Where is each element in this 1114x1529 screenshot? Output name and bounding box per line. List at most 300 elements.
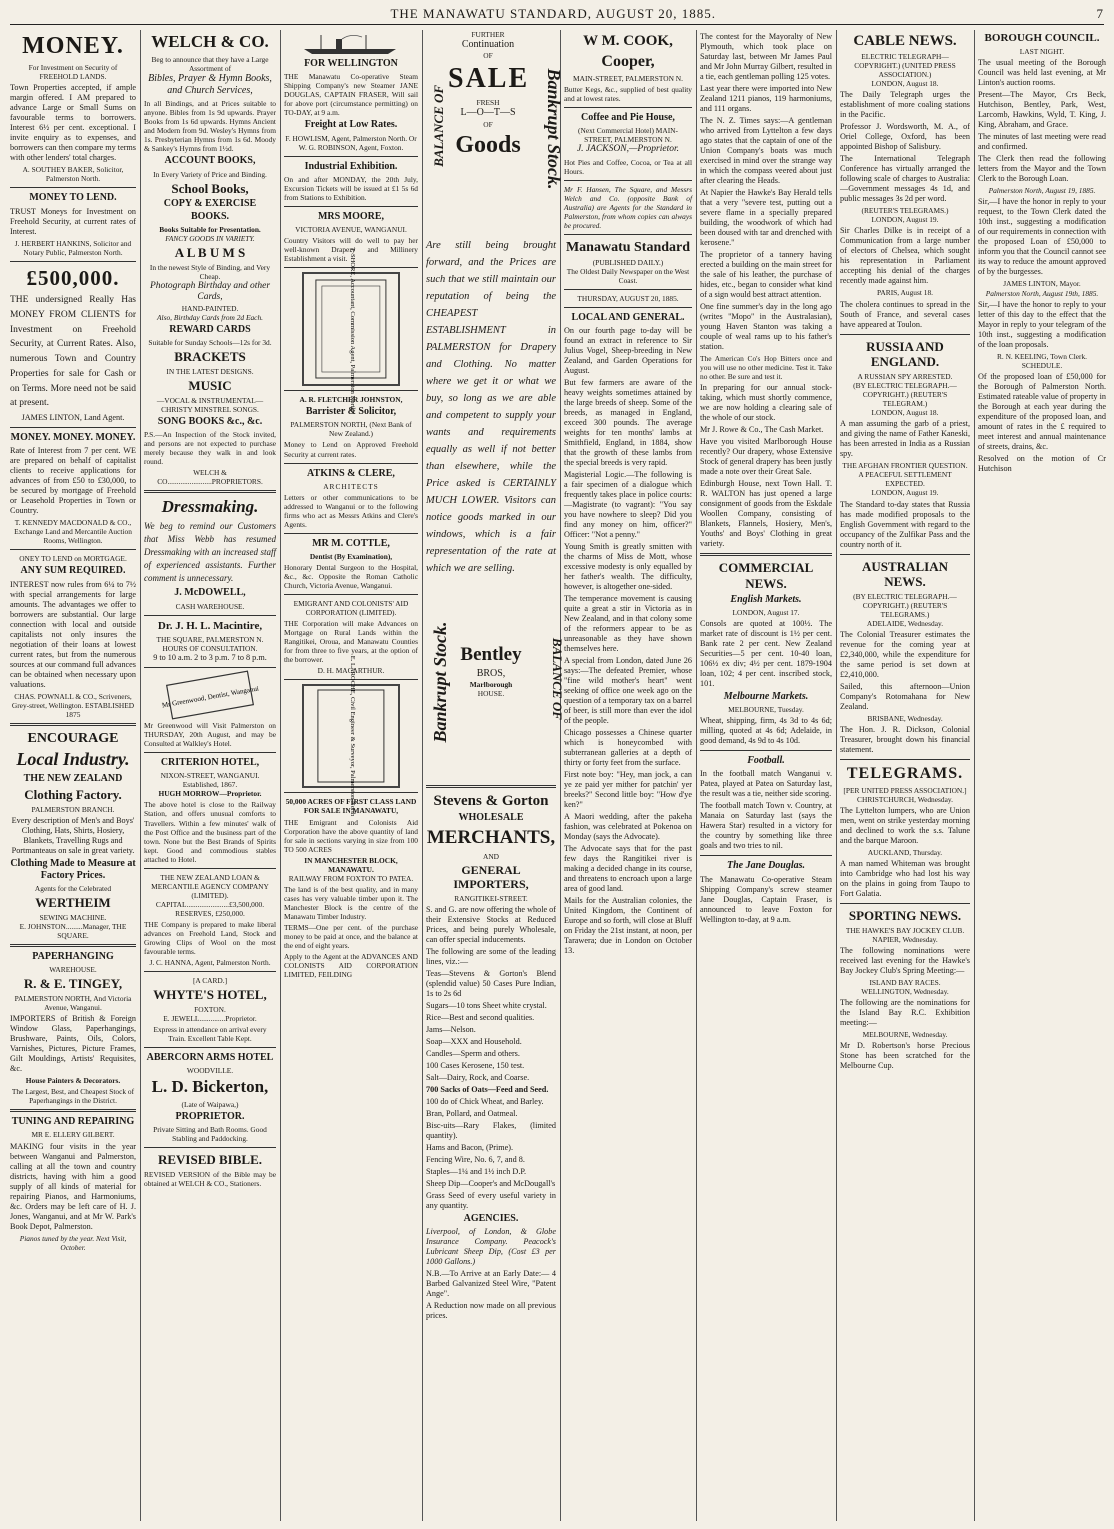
- afghan-title: THE AFGHAN FRONTIER QUESTION.: [842, 461, 968, 471]
- schedule-body: Of the proposed loan of £50,000 for the Borough of Palmerston North. Estimated rateable value of property in the Borough at each year during the expenditure of the proposed loan, and amount of rates in the £ required to meet interest and annual maintenance of streets, drains, &c.: [978, 371, 1106, 451]
- ad-revised-body: REVISED VERSION of the Bible may be obtained at WELCH & CO., Stationers.: [144, 1170, 276, 1189]
- ad-freight: Freight at Low Rates.: [304, 119, 398, 131]
- ad-clothing-title: Clothing Made to Measure at Factory Prices.: [10, 857, 136, 881]
- ad-hanna: J. C. HANNA, Agent, Palmerston North.: [149, 957, 271, 967]
- ib-body: The following are the nominations for the Island Bay R.C. Exhibition meeting:—: [840, 997, 970, 1027]
- hawkes-title: THE HAWKE'S BAY JOCKEY CLUB.: [845, 925, 965, 935]
- cable-cholera: The cholera continues to spread in the South of France, and several cases have appeared at Toulon.: [840, 299, 970, 329]
- ad-reduction: A Reduction now made on all previous prices.: [426, 1301, 556, 1321]
- ad-money3-body: Rate of Interest from 7 per cent. WE are prepared on behalf of capitalist clients to receive applications for advances of from £50 to £30,000, to be secured by mortgage of Freehold or Leasehold Properties in Town or Country.: [10, 446, 136, 516]
- melb-body: Wheat, shipping, firm, 4s 3d to 4s 6d; milling, quoted at 4s 6d; Adelaide, in good demand, 4s 9d to 4s 10d.: [700, 716, 832, 746]
- article-4: Young Smith is greatly smitten with the charms of Miss de Mott, whose excessive modesty is only equalled by her father's wealth. The difficulty, however, is altogether one-sided.: [564, 542, 692, 592]
- standard-says: The Standard to-day states that Russia has made modified proposals to the English Government with regard to the occupancy of the Zulfikar Pass and the country north of it.: [840, 499, 970, 549]
- cable-woodworth: Professor J. Wordsworth, M. A., of Oriel College, Oxford, has been appointed Bishop of Salisbury.: [840, 122, 970, 152]
- article-10: The Advocate says that for the past few days the Rangitikei river is making a decided change in its course, and threatens to encroach upon a large area of good land.: [564, 844, 692, 894]
- cable-dilke: Sir Charles Dilke is in receipt of a Communication from a large number of electors of Chelsea, which sought his representation in Parliament accepting his denial of the charges recently made against him.: [840, 226, 970, 286]
- ad-cottle: MR M. COTTLE,: [312, 537, 390, 549]
- ad-bick-body: Private Sitting and Bath Rooms. Good Stabling and Paddocking.: [153, 1125, 267, 1144]
- ad-welch-title: WELCH & CO.: [151, 32, 269, 51]
- ad-fresh: FRESH: [476, 98, 500, 108]
- ad-general: GENERAL IMPORTERS,: [453, 862, 529, 892]
- letter-keeling: R. N. KEELING, Town Clerk.: [996, 351, 1088, 361]
- wellington-date: WELLINGTON, Wednesday.: [861, 986, 949, 996]
- masthead-title: THE MANAWATU STANDARD, AUGUST 20, 1885.: [390, 6, 717, 21]
- borough-present: Present—The Mayor, Crs Beck, Hutchison, Bentley, Park, West, Larcomb, Hawkins, Wyld, T. King, J. King, Abraham, and Grace.: [978, 90, 1106, 130]
- ad-any-title: ANY SUM REQUIRED.: [20, 565, 126, 577]
- ad-barrister: Barrister & Solicitor,: [305, 406, 397, 418]
- ad-music-sub: —VOCAL & INSTRUMENTAL— CHRISTY MINSTREL SONGS.: [156, 395, 264, 415]
- ad-cook: W M. COOK,: [583, 33, 673, 49]
- ad-stevens-body: S. and G. are now offering the whole of their Extensive Stocks at Reduced Prices, and being purely Wholesale, can offer special inducements.: [426, 904, 556, 944]
- ad-tingey-foot: The Largest, Best, and Cheapest Stock of Paperhangings in the District.: [11, 1087, 135, 1106]
- article-3: Magisterial Logic.—The following is a fair specimen of a dialogue which frequently takes place in police courts:—Magistrate (to vagrant): "You say you have nowhere to sleep? Did you find any money on him, officer?" Officer: "Not a penny.": [564, 470, 692, 540]
- ad-reward: REWARD CARDS: [169, 324, 251, 336]
- ad-paper-title: PAPERHANGING: [32, 951, 114, 963]
- ad-nz-line1: THE NEW ZEALAND: [23, 772, 123, 784]
- ad-exhibition: Industrial Exhibition.: [304, 160, 398, 172]
- article-11: Mails for the Australian colonies, the United Kingdom, the Continent of Europe and so forth, will close at Bluff on Friday the 21st instant, at noon, per Tarawera; due in London on October 13.: [564, 896, 692, 956]
- ad-jewell: E. JEWELL..............Proprietor.: [163, 1013, 257, 1023]
- cable-date: LONDON, August 18.: [871, 79, 939, 89]
- ad-macintire-sub: THE SQUARE, PALMERSTON N.: [156, 635, 264, 645]
- ad-oats: 700 Sacks of Oats—Feed and Seed.: [426, 1084, 549, 1094]
- peaceful-title: A PEACEFUL SETTLEMENT EXPECTED.: [858, 470, 952, 489]
- ad-exh-body: On and after MONDAY, the 20th July, Excursion Tickets will be issued at £1 5s 6d from Stations to Exhibition.: [284, 174, 418, 202]
- ad-fencing: Fencing Wire, No. 6, 7, and 8.: [426, 1154, 525, 1164]
- ad-brackets-sub: IN THE LATEST DESIGNS.: [166, 367, 254, 377]
- ad-school: School Books,: [171, 180, 249, 196]
- article-5: The temperance movement is causing quite a great a stir in Victoria as in New Zealand, and in that colony some of the reformers appear to be as unreasonable as they have shown themselves here.: [564, 594, 692, 654]
- ad-feilding: Apply to the Agent at the ADVANCES AND COLONISTS AID CORPORATION LIMITED, FEILDING: [284, 951, 418, 979]
- ad-fletcher-sub: PALMERSTON NORTH, (Next Bank of New Zealand.): [290, 420, 412, 439]
- ad-bibles: Bibles, Prayer & Hymn Books, and Church Services,: [148, 72, 272, 96]
- article-times: The N. Z. Times says:—A gentleman who arrived from Lyttelton a few days ago states that the captain of one of the Union Company's boats was much exercised in mind over the strange way in which the compass veered about just after clearing the Heads.: [700, 116, 832, 185]
- ad-cook-body: Butter Kegs, &c., supplied of best quality and at lowest rates.: [564, 84, 692, 103]
- ad-tingey-body: IMPORTERS of British & Foreign Window Glass, Paperhangings, Brushware, Paints, Oils, Colors, Varnishes, Pictures, Picture Frames, Gilt Mouldings, Artists' Requisites, &c.: [10, 1014, 136, 1074]
- ad-emigrant: EMIGRANT AND COLONISTS' AID CORPORATION (LIMITED).: [293, 599, 409, 618]
- aus-sub: (BY ELECTRIC TELEGRAPH.—COPYRIGHT.) (REUTER'S TELEGRAMS.): [853, 592, 957, 620]
- ad-reserves: RESERVES, £250,000.: [175, 908, 245, 918]
- ad-macarthur: D. H. MACARTHUR.: [317, 666, 385, 676]
- ad-criterion: CRITERION HOTEL,: [160, 757, 260, 769]
- masthead: [10, 4, 1104, 25]
- ad-moore-body: Country Visitors will do well to pay her well-known Drapery and Millinery Establishment a visit.: [284, 236, 418, 264]
- melbourne-date: MELBOURNE, Wednesday.: [862, 1029, 948, 1039]
- ad-money-sub: For Investment on Security of FREEHOLD LANDS.: [28, 63, 118, 82]
- ad-any-body: INTEREST now rules from 6¼ to 7½ with special arrangements for large amounts. The advantages we offer to borrowers are substantial. Our large connection with local and outside capitalists not only insures the negotiation of their loans at lowest current rates, but from the numerous sources at our command full advances can be obtained when necessary upon valuations.: [10, 579, 136, 689]
- ad-bentley: Bentley: [460, 644, 522, 665]
- auckland-date: AUCKLAND, Thursday.: [867, 847, 943, 857]
- ad-block-body: The land is of the best quality, and in many cases has very valuable timber upon it. The Manchester Block is the centre of the Manawatu Timber Industry.: [284, 884, 418, 921]
- ad-of2: OF: [483, 119, 493, 129]
- ad-continuation: Continuation: [461, 39, 515, 51]
- ad-fw-title: FOR WELLINGTON: [304, 58, 398, 69]
- ad-warehouse: WAREHOUSE.: [49, 965, 97, 975]
- ad-big-title: £500,000.: [26, 265, 120, 290]
- ad-lend-title: MONEY TO LEND.: [29, 192, 117, 204]
- ad-block: IN MANCHESTER BLOCK, MANAWATU.: [304, 855, 398, 874]
- ad-stevens: Stevens & Gorton: [433, 793, 549, 809]
- article-1: On our fourth page to-day will be found an extract in reference to Sir Julius Vogel, Sheep-breeding in New Zealand, and Garden Operations for August.: [564, 326, 692, 376]
- ad-ps: P.S.—An Inspection of the Stock invited, and persons are not expected to purchase merely because they walk in and look round.: [144, 430, 276, 467]
- steamship-icon: [296, 33, 406, 55]
- article-7: Chicago possesses a Chinese quarter which is honeycombed with subterranean galleries at a depth of thirty or forty feet from the surface.: [564, 728, 692, 768]
- ad-lots: L—O—T—S: [460, 107, 516, 119]
- article-2: But few farmers are aware of the heavy weights sometimes attained by the large breeds of sheep. Some of the breeds, as managed in England, exceed 300 pounds. The average weights for ten months' lambs at Smithfield, England, in 1884, show that the growth of these lambs from the special breeds is very rapid.: [564, 378, 692, 468]
- ad-soap: Soap—XXX and Household.: [426, 1036, 522, 1046]
- ad-balance-right: BALANCE OF: [549, 637, 565, 720]
- ad-atkins: ATKINS & CLERE,: [307, 467, 395, 479]
- column-7: [840, 30, 970, 1521]
- ad-money-title: MONEY.: [22, 33, 124, 59]
- ad-atkins-body: Letters or other communications to be addressed to Wanganui or to the following firms who act as Messrs Atkins and Clere's Agents.: [284, 492, 418, 529]
- ad-cottle-body: Honorary Dental Surgeon to the Hospital, &c., &c. Opposite the Roman Catholic Church, Victoria Avenue, Wanganui.: [284, 563, 418, 591]
- ad-jams: Jams—Nelson.: [426, 1024, 476, 1034]
- article-9: A Maori wedding, after the pakeha fashion, was celebrated at Pokenoa on Monday (says the Advocate).: [564, 812, 692, 842]
- ad-welch-body: Beg to announce that they have a Large Assortment of: [151, 54, 269, 73]
- ad-macintire: Dr. J. H. L. Macintire,: [157, 619, 263, 632]
- ad-wholesale: WHOLESALE: [458, 812, 524, 824]
- ad-sale: SALE: [448, 63, 530, 95]
- ad-branch: PALMERSTON BRANCH.: [31, 804, 115, 814]
- aus-dickson: The Hon. J. R. Dickson, Colonial Treasurer, brought down his financial statement.: [840, 725, 970, 755]
- ad-dress: Dressmaking.: [161, 497, 259, 517]
- ad-jackson-body: Hot Pies and Coffee, Cocoa, or Tea at all Hours.: [564, 157, 692, 176]
- steamer-engraving: [284, 33, 418, 55]
- article-8: First note boy: "Hey, man jock, a can ye ze paid yer mither for patchin' yer breeks?" Second little boy: "How d'ye ken?": [564, 770, 692, 810]
- ad-house: HOUSE.: [477, 689, 505, 699]
- article-6: A special from London, dated June 26 says:—The defeated Premier, whose "fine wild mother's heart" went seeking of office one week ago on the question of a temporary tax on a barrel of beer, is still more than ever the idol of the people.: [564, 656, 692, 726]
- lon18: LONDON, August 18.: [871, 408, 939, 418]
- spy-body: A man assuming the garb of a priest, and giving the name of Father Kaneski, has been arrested in India as a Russian spy.: [840, 419, 970, 459]
- cable-body: The Daily Telegraph urges the establishment of more coaling stations in the Pacific.: [840, 90, 970, 120]
- ad-criterion-body: The above hotel is close to the Railway Station, and offers unusual comforts to Travellers. Within a few minutes' walk of the Post Office and the business part of the town. None but the Best Brands of Spirits kept. Good and commodious stables attached to Hotel.: [144, 800, 276, 864]
- ad-moore: MRS MOORE,: [317, 210, 385, 222]
- ad-brackets: BRACKETS: [174, 349, 246, 365]
- ad-goods: Goods: [455, 131, 521, 158]
- auck-body: A man named Whiteman was brought into Cambridge who had lost his way on the plains in going from Taupo to Fort Galatia.: [840, 859, 970, 898]
- lon19: LONDON, August 19.: [871, 215, 939, 225]
- section-melbourne-markets: Melbourne Markets.: [723, 691, 809, 703]
- letter-2: Sir,—I have the honor to reply to your letter of this day to the effect that the Mayor in reply to your telegram of the 10th inst., suggesting a modification of the loan proposals.: [978, 299, 1106, 349]
- melb-cup: Mr D. Robertson's horse Precious Stone has been scratched for the Melbourne Cup.: [840, 1041, 970, 1071]
- christchurch-date: CHRISTCHURCH, Wednesday.: [857, 794, 953, 804]
- borough-last: LAST NIGHT.: [1019, 47, 1065, 57]
- ad-account: ACCOUNT BOOKS,: [164, 155, 256, 167]
- column-rule: [696, 30, 697, 1521]
- article-vote: The contest for the Mayoralty of New Plymouth, which took place on Saturday last, between Mr James Paul and Mr John Murray Gilbert, resulted in a tie, each gentleman polling 125 votes.: [700, 32, 832, 81]
- ad-cook-sub: MAIN-STREET, PALMERSTON N.: [573, 73, 683, 83]
- borough-body: The usual meeting of the Borough Council was held last evening, at Mr Linton's auction rooms.: [978, 58, 1106, 88]
- page-mark: 7: [1096, 6, 1104, 21]
- ad-cooper: Cooper,: [601, 53, 655, 71]
- ad-abercorn: ABERCORN ARMS HOTEL: [146, 1052, 274, 1063]
- ad-hours: HOURS OF CONSULTATION.: [162, 644, 258, 654]
- ad-dress-body: We beg to remind our Customers that Miss Webb has resumed Dressmaking with an increased staff of experienced assistants. Further comment is unnecessary.: [144, 521, 276, 584]
- ad-moore-sub: VICTORIA AVENUE, WANGANUI.: [295, 225, 407, 235]
- ad-candles: Candles—Sperm and others.: [426, 1048, 520, 1058]
- ad-bran: Bran, Pollard, and Oatmeal.: [426, 1108, 518, 1118]
- paper-oldest: The Oldest Daily Newspaper on the West Coast.: [566, 267, 690, 286]
- article-soldier: The American Co's Hop Bitters once and you will use no other medicine. Test it. Take no other. Be sure and test it.: [700, 354, 832, 382]
- ad-lend-sign: J. HERBERT HANKINS, Solicitor and Notary Public, Palmerston North.: [14, 238, 132, 257]
- adelaide-date: ADELAIDE, Wednesday.: [866, 619, 944, 629]
- ad-coffee: Coffee and Pie House,: [581, 111, 675, 123]
- ad-staples: Staples—1¼ and 1½ inch D.P.: [426, 1166, 527, 1176]
- ad-tingey-place: PALMERSTON NORTH, And Victoria Avenue, Wanganui.: [14, 994, 132, 1013]
- ad-photo: Photograph Birthday and other Cards,: [149, 280, 271, 303]
- column-rule: [974, 30, 975, 1521]
- ad-hours-list: 9 to 10 a.m. 2 to 3 p.m. 7 to 8 p.m.: [153, 653, 267, 663]
- ad-revised: REVISED BIBLE.: [157, 1152, 263, 1168]
- schedule-title: SCHEDULE.: [1021, 360, 1063, 370]
- ad-fw-body: THE Manawatu Co-operative Steam Shipping Company's new Steamer JANE DOUGLAS, CAPTAIN FRASER, Will sail for above port (circumstance permitting) on TO-DAY, at 9 a.m.: [284, 72, 418, 118]
- article-napier: At Napier the Hawke's Bay Herald tells that a very "severe test, putting out a severe flame in a specially prepared building, the woodwork of which had been doused with tar and drenched with kerosene.": [700, 188, 832, 247]
- ad-agents: Agents for the Celebrated: [34, 884, 112, 894]
- lon19b: LONDON, August 19.: [871, 488, 939, 498]
- ad-house-painters: House Painters & Decorators.: [25, 1076, 121, 1086]
- foot-body2: The football match Town v. Country, at Manaia on Saturday last (says the Hawera Star) resulted in a victory for the country by something like three goals and two tries to nil.: [700, 801, 832, 851]
- article-marlborough: Have you visited Marlborough House recently? Our drapery, whose Extensive Stock of general drapery has been justly made a note over their Great Sale.: [700, 437, 832, 477]
- ad-lend-body: TRUST Moneys for Investment on Freehold Security, at current rates of Interest.: [10, 206, 136, 236]
- article-mrs: Mr J. Rowe & Co., The Cash Market.: [700, 425, 824, 435]
- reuters: (REUTER'S TELEGRAMS.): [861, 206, 949, 216]
- borough-clerk: The Clerk then read the following letters from the Mayor and the Town Clerk to the Borough Loan.: [978, 154, 1106, 184]
- ad-pianos: Pianos tuned by the year. Next Visit, October.: [19, 1233, 127, 1252]
- column-rule: [560, 30, 561, 1521]
- column-rule: [422, 30, 423, 1521]
- borough-motion: Resolved on the motion of Cr Hutchison: [978, 453, 1106, 473]
- ad-bentley-block: [426, 581, 565, 781]
- ad-balance-left: BALANCE OF: [431, 84, 447, 167]
- ad-kerosene: 100 Cases Kerosene, 150 test.: [426, 1060, 525, 1070]
- ad-song: SONG BOOKS &c., &c.: [157, 416, 263, 428]
- ad-marlborough: Marlborough: [469, 680, 513, 690]
- ad-copy: COPY & EXERCISE BOOKS.: [163, 198, 257, 222]
- letter-linton: JAMES LINTON, Mayor.: [1003, 279, 1081, 289]
- ad-sheep: Sheep Dip—Cooper's and McDougall's: [426, 1178, 556, 1188]
- ad-nzloan-body: THE Company is prepared to make liberal advances on Freehold Land, Stock and Growing Clips of Wool on the most favourable terms.: [144, 919, 276, 956]
- ad-dentist: Dentist (By Examination),: [309, 552, 393, 562]
- ad-salt: Salt—Dairy, Rock, and Coarse.: [426, 1072, 530, 1082]
- borough-minutes: The minutes of last meeting were read and confirmed.: [978, 132, 1106, 152]
- tel-sub: [PER UNITED PRESS ASSOCIATION.]: [843, 785, 967, 795]
- ad-jackson: J. JACKSON,—Proprietor.: [576, 144, 680, 155]
- paper-date: THURSDAY, AUGUST 20, 1885.: [577, 294, 679, 304]
- column-3: [284, 30, 418, 1521]
- letter-date: Palmerston North, August 19, 1885.: [988, 186, 1096, 196]
- ad-nzloan: THE NEW ZEALAND LOAN & MERCANTILE AGENCY COMPANY (LIMITED).: [151, 872, 269, 900]
- aus-afternoon: Sailed, this afternoon—Union Company's Rotomahana for New Zealand.: [840, 682, 970, 712]
- ad-nz-line2: Clothing Factory.: [24, 786, 122, 802]
- island-title: ISLAND BAY RACES.: [869, 977, 941, 987]
- ad-rice: Rice—Best and second qualities.: [426, 1012, 535, 1022]
- ad-emig-body: THE Corporation will make Advances on Mortgage on Rural Lands within the Rangitikei, Oroua, and Manawatu Counties for from three to five years, at the option of the borrower.: [284, 619, 418, 665]
- svg-text:E. LAROCHE, Civil Engineer & S: E. LAROCHE, Civil Engineer & Surveyor, Palmerston North: [348, 656, 356, 817]
- ad-bankrupt-right: Bankrupt Stock.: [543, 68, 564, 190]
- ad-birthday: Also, Birthday Cards from 2d Each.: [157, 312, 263, 322]
- paper-published: (PUBLISHED DAILY.): [592, 258, 664, 268]
- column-4: [426, 30, 565, 1521]
- ad-whytes: WHYTE'S HOTEL,: [153, 987, 267, 1003]
- spring-body: The following nominations were received last evening for the Hawke's Bay Jockey Club's Spring Meeting:—: [840, 945, 970, 975]
- ad-bankrupt-left: Bankrupt Stock.: [430, 621, 451, 743]
- section-english-markets: English Markets.: [730, 593, 802, 605]
- section-football: Football.: [747, 755, 785, 767]
- ad-acres-body: THE Emigrant and Colonists Aid Corporation have the above quantity of land for sale in sections varying in size from 100 TO 500 ACRES: [284, 817, 418, 854]
- ad-money3-sign: T. KENNEDY MACDONALD & CO., Exchange Land and Mercantile Auction Rooms, Wellington.: [14, 518, 132, 546]
- ad-acres: 50,000 ACRES OF FIRST CLASS LAND FOR SALE IN MANAWATU,: [285, 797, 417, 816]
- section-telegrams: TELEGRAMS.: [846, 765, 964, 783]
- section-cable-news: CABLE NEWS.: [853, 33, 957, 49]
- ad-bickerton-sub: (Late of Waipawa,): [181, 1099, 239, 1109]
- article-ramble: One fine summer's day in the long ago (writes "Mopo" in the Australasian), young Haven Stanton was taking a couple of weal rams up to his father's station.: [700, 302, 832, 351]
- ad-mort-title: ONEY TO LEND on MORTGAGE.: [19, 554, 127, 564]
- spy-sub: (BY ELECTRIC TELEGRAPH.—COPYRIGHT.) (REUTER'S TELEGRAM.): [853, 381, 957, 409]
- ad-and: AND: [482, 851, 499, 861]
- ad-tuning: TUNING AND REPAIRING: [11, 1116, 135, 1128]
- ad-music: MUSIC: [188, 378, 232, 394]
- ad-sewing: SEWING MACHINE.: [39, 912, 107, 922]
- ad-wertheim: WERTHEIM: [35, 895, 111, 911]
- ad-grass: Grass Seed of every useful variety in any quantity.: [426, 1190, 556, 1210]
- ad-capital: CAPITAL.......................£3,500,000.: [155, 899, 265, 909]
- section-australian: AUSTRALIAN NEWS.: [862, 558, 948, 590]
- column-rule: [280, 30, 281, 1521]
- section-jane-douglas: The Jane Douglas.: [726, 860, 806, 872]
- ad-flakes: Bisc-uits—Rary Flakes, (limited quantity).: [426, 1120, 556, 1140]
- ad-account-body: In Every Variety of Price and Binding.: [153, 169, 267, 179]
- ad-big-sign: JAMES LINTON, Land Agent.: [21, 413, 125, 422]
- ad-albums: A L B U M S: [174, 244, 246, 260]
- ad-gilbert-body: MAKING four visits in the year between Wanganui and Palmerston, calling at all the town and country districts, having with him a good supply of all kinds of material for repairing Pianos, and Harmoniums, &c. Orders may be left care of H. J. Jones, Wanganui, and at Mr W. Park's Book Depot, Palmerston.: [10, 1141, 136, 1231]
- ad-fletcher: A. R. FLETCHER JOHNSTON,: [299, 395, 403, 405]
- ad-big-body: THE undersigned Really Has MONEY FROM CLIENTS for Investment on Freehold Security, at Current Rates. Also, numerous Town and Country Properties for sale for Cash or on Terms. More need not be said at present.: [10, 295, 136, 409]
- article-edinburgh: Edinburgh House, next Town Hall. T. R. WALTON has just opened a large consignment of goods from the Eskdale Woollen Company, consisting of Blankets, Flannels, Hosiery, Men's, Youths' and Boys' Clothing in great variety.: [700, 479, 832, 549]
- svg-text:T. SHORE, Accountant, Commissi: T. SHORE, Accountant, Commission Agent, Palmerston North: [348, 247, 356, 411]
- article-tannery: The proprietor of a tannery having erected a building on the main street for the sale of his leather, the purchase of hides, etc., began to consider what kind of a sign would best attract attention.: [700, 250, 832, 299]
- ad-sugars: Sugars—10 tons Sheet white crystal.: [426, 1000, 547, 1010]
- ad-sale-block: [426, 30, 564, 235]
- notice-agents: Mr F. Hansen, The Square, and Messrs Welch and Co. (opposite Bank of Australia) are Agents for the Standard in Palmerston, from whom copies can always be procured.: [564, 184, 692, 230]
- column-8: [978, 30, 1106, 1521]
- ad-bros: BROS,: [476, 668, 506, 680]
- letter-pnorth: Palmerston North, August 19th, 1885.: [985, 288, 1099, 298]
- ad-branch-body: Every description of Men's and Boys' Clothing, Hats, Shirts, Hosiery, Blankets, Travelling Rugs and Portmanteaus on sale in great variety.: [11, 815, 135, 855]
- foot-body: In the football match Wanganui v. Patea, played at Patea on Saturday last, the result was a tie, neither side scoring.: [700, 769, 832, 799]
- ad-johnston: E. JOHNSTON.........Manager, THE SQUARE.: [19, 922, 127, 941]
- ad-sale-body: Are still being brought forward, and the Prices are such that we still maintain our reputation of being the CHEAPEST ESTABLISHMENT in PALMERSTON for Drapery and Clothing. No matter where we get it or what we buy, so long as we are able and competent to supply your wants and requirements equally as well if not better than elsewhere, while the Price asked is CERTAINLY MUCH LOWER. Visitors can notice goods marked in our windows, which is a fair representation of the rate at which we are selling.: [426, 240, 556, 574]
- ad-albums-body: In the newest Style of Binding, and Very Cheap.: [149, 262, 271, 281]
- eng-date: LONDON, August 17.: [732, 608, 800, 617]
- spy-title: A RUSSIAN SPY ARRESTED.: [857, 372, 953, 382]
- column-rule: [140, 30, 141, 1521]
- ad-fletcher-body: Money to Lend on Approved Freehold Security at current rates.: [284, 440, 418, 459]
- ad-morrow: HUGH MORROW—Proprietor.: [158, 789, 262, 799]
- column-2: [144, 30, 276, 1521]
- napier-date: NAPIER, Wednesday.: [872, 934, 938, 944]
- ad-mcdowell-sub: CASH WAREHOUSE.: [175, 601, 245, 611]
- ad-nb: N.B.—To Arrive at an Early Date:— 4 Barbed Galvanized Steel Wire, "Patent Ange".: [426, 1269, 556, 1299]
- ad-gilbert: MR E. ELLERY GILBERT.: [31, 1130, 115, 1140]
- ad-hams: Hams and Bacon, (Prime).: [426, 1142, 514, 1152]
- section-local-general: LOCAL AND GENERAL.: [571, 312, 685, 324]
- ad-woodville: WOODVILLE.: [186, 1066, 234, 1076]
- ad-teas: Teas—Stevens & Gorton's Blend (splendid value) 50 Cases Pure Indian, 1s to 2s 6d: [426, 968, 556, 998]
- section-russia: RUSSIA AND ENGLAND.: [866, 338, 944, 370]
- ad-railway: RAILWAY FROM FOXTON TO PATEA.: [288, 873, 414, 883]
- stamp-icon: [161, 672, 260, 718]
- ad-money-body: Town Properties accepted, if ample margin offered. I AM prepared to advance Large or Small Sums on favourable terms to borrowers. Interest 6½ per cent. exceptional. I invite enquiry as to expenses, and borrowers can then compare my terms with other lenders' total charges.: [10, 83, 136, 163]
- ad-jewell-body: Express in attendance on arrival every Train. Excellent Table Kept.: [153, 1024, 267, 1043]
- column-5: [564, 30, 692, 1521]
- ad-architects: ARCHITECTS: [323, 481, 379, 491]
- ad-money3-title: MONEY. MONEY. MONEY.: [10, 432, 136, 443]
- ad-fancy: FANCY GOODS IN VARIETY.: [165, 233, 255, 243]
- ad-agencies-body: Liverpool, of London, & Globe Insurance Company. Peacock's Lubricant Sheep Dip, (Cost £3 per 1000 Gallons.): [426, 1227, 556, 1267]
- ad-wheat: 100 do of Chick Wheat, and Barley.: [426, 1096, 544, 1106]
- cable-telegraph: The International Telegraph Conference has virtually arranged the following scale of charges to Australia:—Government messages 4s 1d, and public messages 3s 2d per word.: [840, 154, 970, 204]
- paper-name: Manawatu Standard: [565, 239, 691, 255]
- ad-mcdowell: J. McDOWELL,: [174, 587, 246, 599]
- ad-criterion-sub: NIXON-STREET, WANGANUI. Established, 1867.: [160, 771, 260, 790]
- ad-coffee-sub: (Next Commercial Hotel) MAIN-STREET, PALMERSTON N.: [578, 126, 678, 145]
- section-sporting: SPORTING NEWS.: [848, 908, 962, 923]
- ad-encourage: ENCOURAGE: [27, 730, 119, 746]
- article-pianos: Last year there were imported into New Zealand 1211 pianos, 119 harmoniums, and 111 organs.: [700, 84, 832, 113]
- brisbane-date: BRISBANE, Wednesday.: [867, 714, 943, 724]
- ad-photo-sub: HAND-PAINTED.: [181, 303, 239, 313]
- ad-fw-sign: F. HOWLISM, Agent, Palmerston North. Or W. G. ROBINSON, Agent, Foxton.: [285, 133, 417, 152]
- ad-rangitikei: RANGITIKEI-STREET.: [454, 893, 528, 903]
- jane-body: The Manawatu Co-operative Steam Shipping Company's screw steamer Jane Douglas, Captain Fraser, is announced to leave Foxton for Wellington to-day, at 9 a.m.: [700, 874, 832, 924]
- melb-date: MELBOURNE, Tuesday.: [728, 705, 804, 715]
- ad-presents: Books Suitable for Presentation.: [159, 224, 261, 234]
- ad-proprietor: PROPRIETOR.: [175, 1110, 245, 1122]
- ad-foxton: FOXTON.: [194, 1004, 226, 1014]
- ad-reward-body: Suitable for Sunday Schools—12s for 3d.: [148, 338, 272, 348]
- column-6: [700, 30, 832, 1521]
- ad-merchants: MERCHANTS,: [426, 827, 556, 849]
- aus-body: The Colonial Treasurer estimates the revenue for the coming year at £2,340,000, while the expenditure for the same period is set down at £2,410,000.: [840, 630, 970, 680]
- ad-further: FURTHER: [471, 30, 505, 39]
- article-cook-note: In preparing for our annual stock-taking, which must shortly commence, we are now holding a clearing sale of the whole of our stock.: [700, 383, 832, 423]
- ad-tingey: R. & E. TINGEY,: [23, 976, 123, 992]
- svg-text:Mr Greenwood, Dentist, Wanganu: Mr Greenwood, Dentist, Wanganui: [161, 684, 260, 710]
- paris-date: PARIS, August 18.: [877, 288, 933, 298]
- ad-bickerton: L. D. Bickerton,: [151, 1077, 269, 1097]
- ad-local: Local Industry.: [16, 748, 130, 769]
- cable-sub: ELECTRIC TELEGRAPH—COPYRIGHT.) (UNITED PRESS ASSOCIATION.): [854, 52, 956, 80]
- ad-card: [A CARD.]: [192, 975, 228, 985]
- ad-money-sign: A. SOUTHEY BAKER, Solicitor, Palmerston North.: [22, 165, 124, 184]
- letter-1: Sir,—I have the honor in reply to your request, to the Town Clerk dated the 10th inst., suggesting a modification of our requirements in connection with the proposed Loan of £50,000 to inform you that the Council cannot see its way to reduce the amount approved of by the burgesses.: [978, 197, 1106, 277]
- column-1: [10, 30, 136, 1521]
- eng-body: Consols are quoted at 100½. The market rate of discount is 1½ per cent. Bank rate 2 per cent. New Zealand Securities—5 per cent. 10-40 loan, 106½ ex div; 4½ per cent. 1879-1904 loan, 102; 4 per cent. inscribed stock, 101.: [700, 619, 832, 689]
- ad-terms: TERMS—One per cent. of the purchase money to be paid at once, and the balance at the end of eight years.: [284, 922, 418, 950]
- column-rule: [836, 30, 837, 1521]
- ad-green-body: Mr Greenwood will Visit Palmerston on THURSDAY, 20th August, and may be Consulted at Walkley's Hotel.: [144, 721, 276, 749]
- dentist-stamp-image: [144, 672, 276, 718]
- ad-agencies: AGENCIES.: [463, 1212, 519, 1224]
- tel-body: The Lyttelton lumpers, who are Union men, went on strike yesterday morning and declined to work the s.s. Talune and the barque Maroon.: [840, 805, 970, 845]
- ad-any-sign: CHAS. POWNALL & CO., Scriveners, Grey-street, Wellington. ESTABLISHED 1875: [11, 691, 135, 719]
- ad-welch-body2: In all Bindings, and at Prices suitable to anyone. Bibles from 1s 9d upwards. Prayer Books from 1s 6d upwards. Hymns Ancient and Modern from 9d. Wesley's Hymns from 1s. Presbyterian Hymns from 1s 6d. Moody & Sankey's Hymns from 1½d.: [144, 99, 276, 154]
- ad-welch-sign: WELCH & CO........................PROPRIETORS.: [157, 468, 263, 487]
- ad-following: The following are some of the leading lines, viz.:—: [426, 946, 556, 966]
- ad-of: OF: [483, 51, 493, 61]
- section-borough: BOROUGH COUNCIL.: [984, 32, 1100, 44]
